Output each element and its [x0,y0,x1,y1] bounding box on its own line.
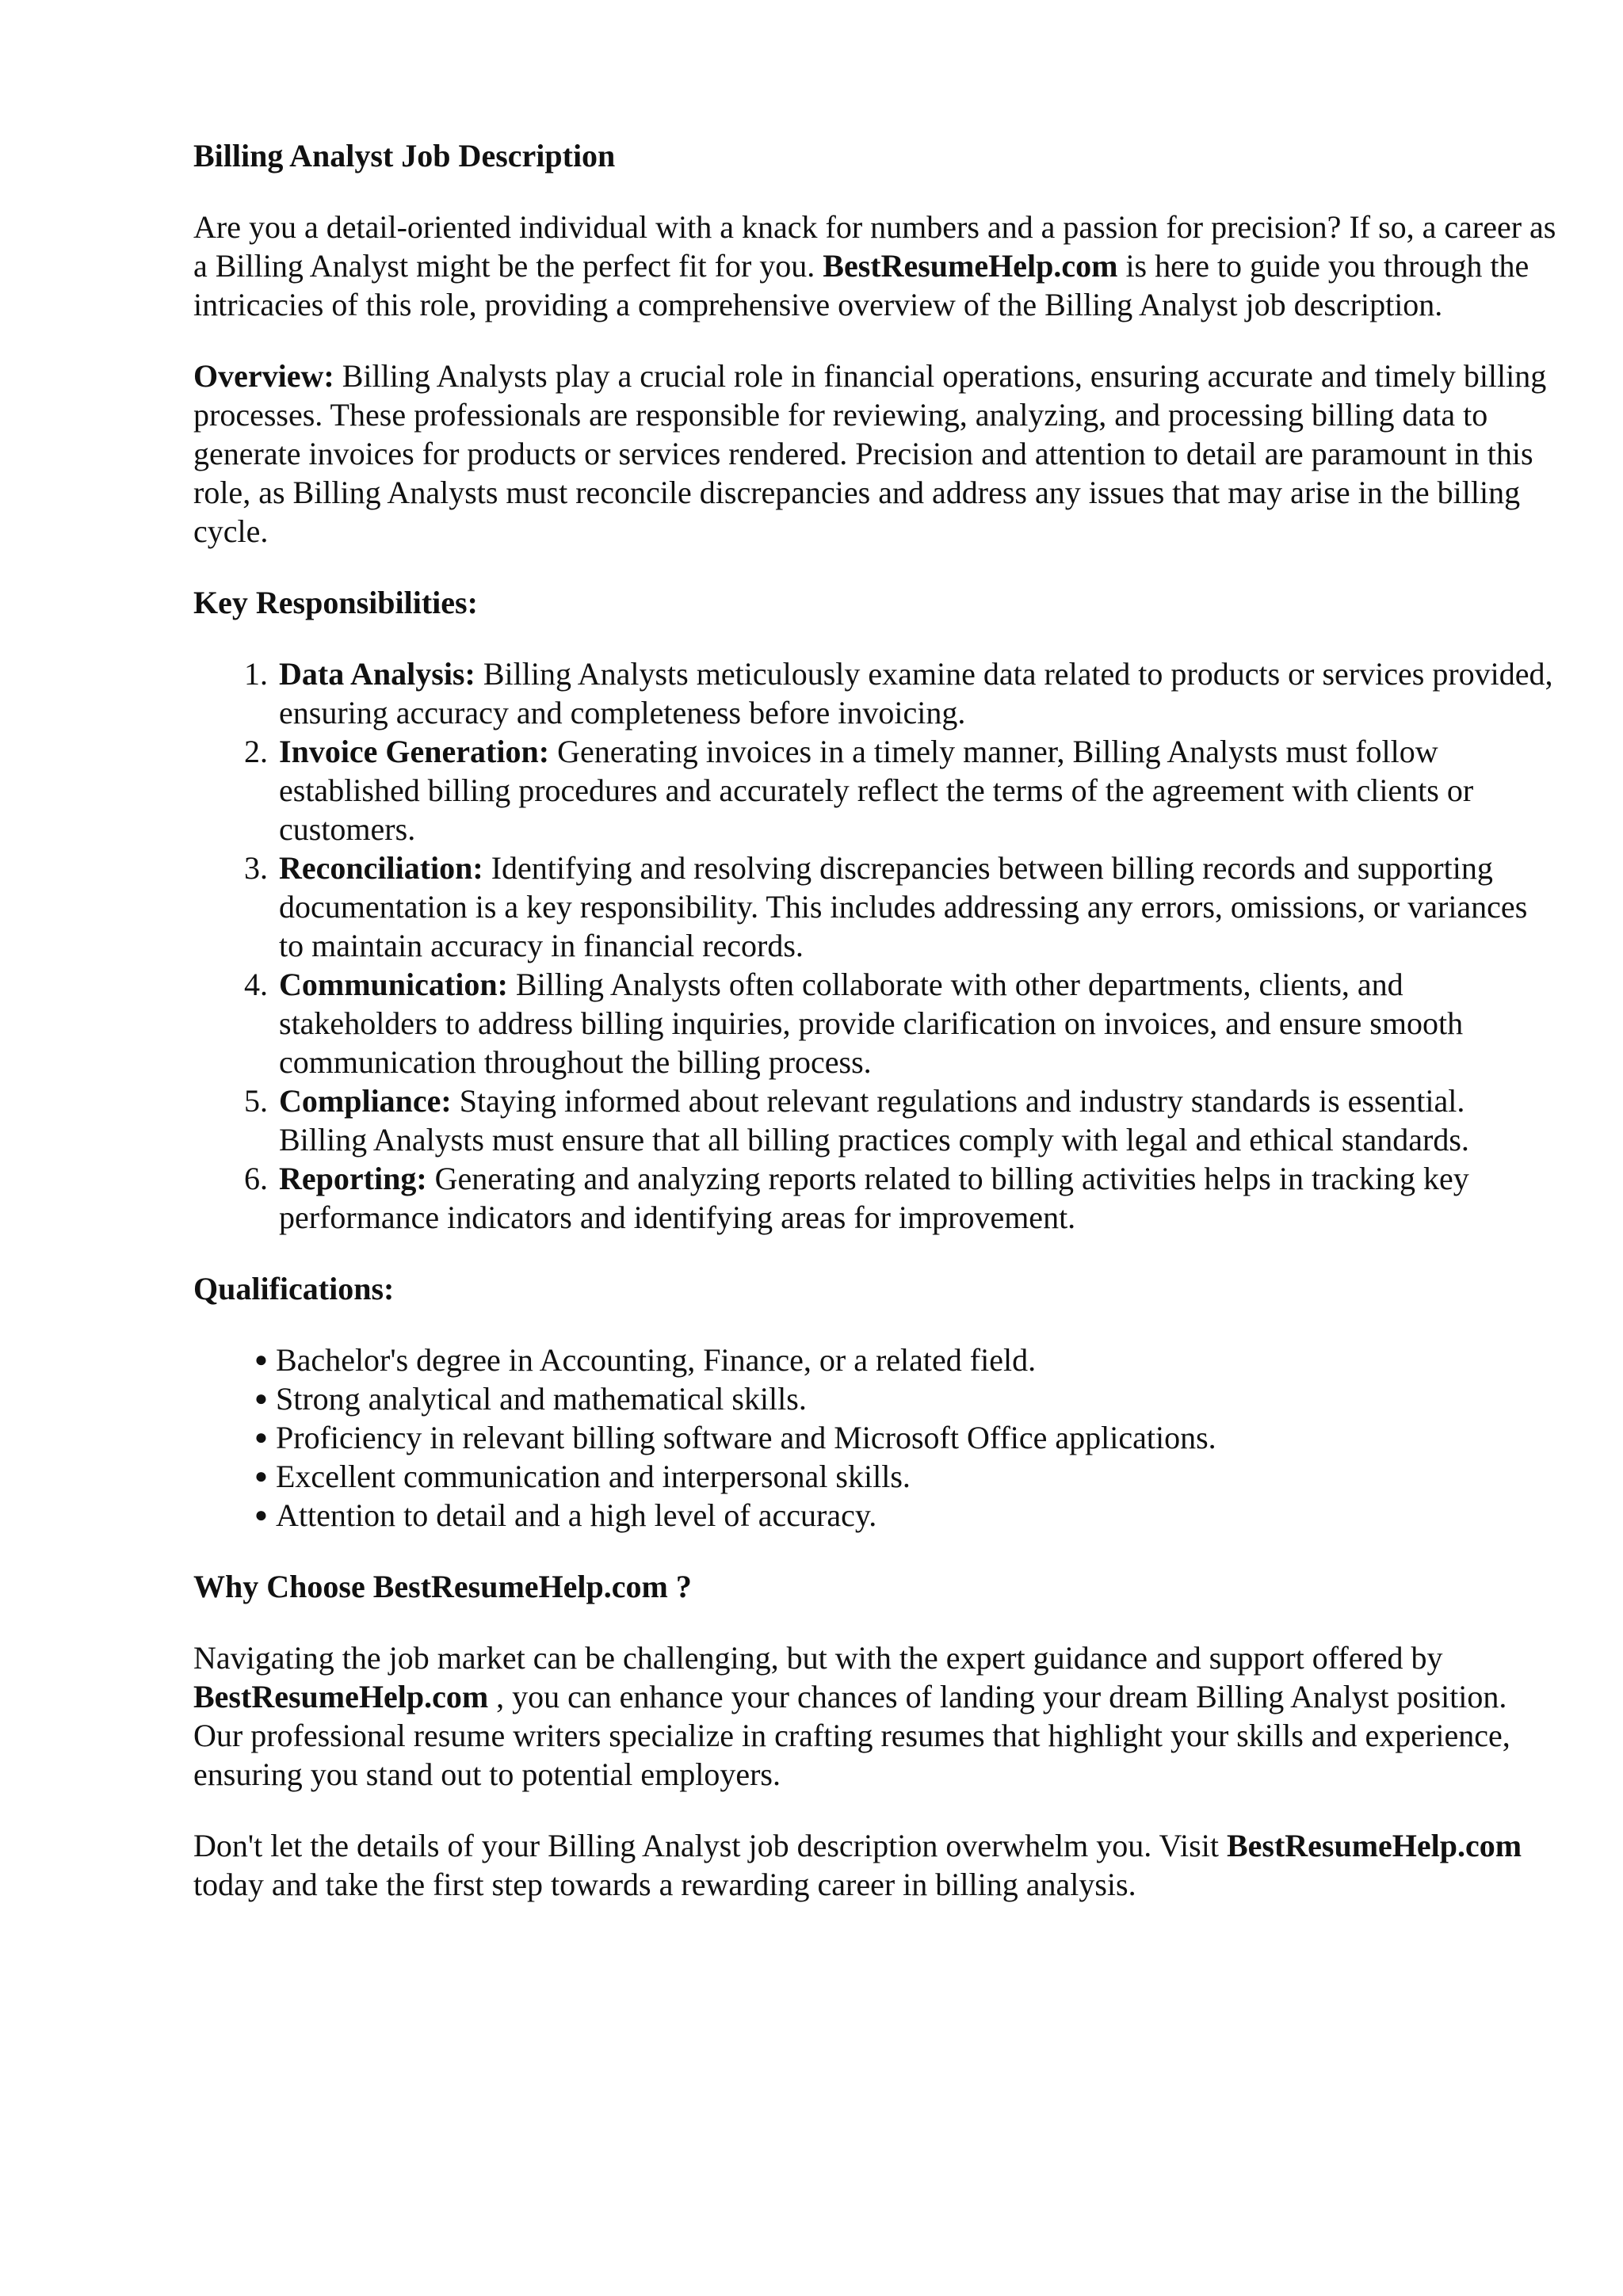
qualification-text: Attention to detail and a high level of accuracy. [276,1497,877,1533]
qualifications-heading: Qualifications: [193,1271,395,1306]
responsibility-label: Data Analysis: [279,656,475,692]
why-text-start: Navigating the job market can be challenging, but with the expert guidance and support offered by [193,1640,1443,1676]
responsibility-text: Billing Analysts often collaborate with other departments, clients, and stakeholders to address billing inquiries, provide clarification on invoices, and ensure smooth communication throughout the billing process. [279,967,1464,1080]
list-item [276,849,1556,965]
responsibility-label: Reporting: [279,1161,427,1196]
qualifications-list [193,1341,1556,1535]
intro-site-link: BestResumeHelp.com [823,248,1118,284]
closing-paragraph [193,1826,1556,1904]
intro-paragraph [193,208,1556,324]
intro-text-start: Are you a detail-oriented individual with a knack for numbers and a passion for precision? If so, a career as a Billing Analyst might be the perfect fit for you. [193,209,1556,284]
list-item [254,1341,1556,1379]
responsibility-text: Billing Analysts meticulously examine data related to products or services provided, ensuring accuracy and completeness before invoicing. [279,656,1553,730]
responsibilities-heading: Key Responsibilities: [193,585,478,620]
responsibility-label: Communication: [279,967,508,1002]
document-title: Billing Analyst Job Description [193,138,616,174]
responsibility-text: Identifying and resolving discrepancies between billing records and supporting documentation is a key responsibility. This includes addressing any errors, omissions, or variances to maintain accuracy in financial records. [279,850,1528,963]
closing-text-start: Don't let the details of your Billing Analyst job description overwhelm you. Visit [193,1828,1227,1863]
bullet-icon: ● [254,1503,268,1527]
bullet-icon: ● [254,1425,268,1450]
qualification-text: Proficiency in relevant billing software and Microsoft Office applications. [276,1420,1216,1455]
list-item [276,1081,1556,1159]
list-item [254,1379,1556,1418]
responsibility-text: Generating invoices in a timely manner, Billing Analysts must follow established billing procedures and accurately reflect the terms of the agreement with clients or customers. [279,734,1474,847]
list-item [276,732,1556,849]
responsibilities-list [193,654,1556,1237]
list-item [254,1496,1556,1535]
responsibility-text: Staying informed about relevant regulations and industry standards is essential. Billing Analysts must ensure that all billing practices comply with legal and ethical standards. [279,1083,1469,1158]
list-item [276,965,1556,1081]
bullet-icon: ● [254,1348,268,1372]
overview-text: Billing Analysts play a crucial role in financial operations, ensuring accurate and timely billing processes. These professionals are responsible for reviewing, analyzing, and processing billing data to generate invoices for products or services rendered. Precision and attention to detail are paramount in this role, as Billing Analysts must reconcile discrepancies and address any issues that may arise in the billing cycle. [193,358,1547,549]
list-item [254,1418,1556,1457]
qualification-text: Excellent communication and interpersonal skills. [276,1459,911,1494]
list-item [276,1159,1556,1237]
responsibility-label: Reconciliation: [279,850,483,886]
why-choose-heading: Why Choose BestResumeHelp.com ? [193,1569,692,1604]
responsibility-label: Invoice Generation: [279,734,550,769]
overview-paragraph [193,357,1556,551]
list-item [276,654,1556,732]
why-choose-paragraph [193,1638,1556,1794]
why-site-link: BestResumeHelp.com [193,1679,489,1714]
bullet-icon: ● [254,1386,268,1411]
closing-site-link: BestResumeHelp.com [1226,1828,1522,1863]
closing-text-end: today and take the first step towards a rewarding career in billing analysis. [193,1867,1136,1902]
qualification-text: Strong analytical and mathematical skills. [276,1381,807,1417]
intro-text-end: is here to guide you through the intricacies of this role, providing a comprehensive overview of the Billing Analyst job description. [193,248,1529,322]
overview-label: Overview: [193,358,334,394]
responsibility-label: Compliance: [279,1083,452,1119]
responsibility-text: Generating and analyzing reports related to billing activities helps in tracking key performance indicators and identifying areas for improvement. [279,1161,1469,1235]
document-body [193,136,1556,1936]
bullet-icon: ● [254,1464,268,1489]
list-item [254,1457,1556,1496]
why-text-end: , you can enhance your chances of landing your dream Billing Analyst position. Our professional resume writers specialize in crafting resumes that highlight your skills and experience, ensuring you stand out to potential employers. [193,1679,1510,1792]
qualification-text: Bachelor's degree in Accounting, Finance, or a related field. [276,1342,1037,1378]
